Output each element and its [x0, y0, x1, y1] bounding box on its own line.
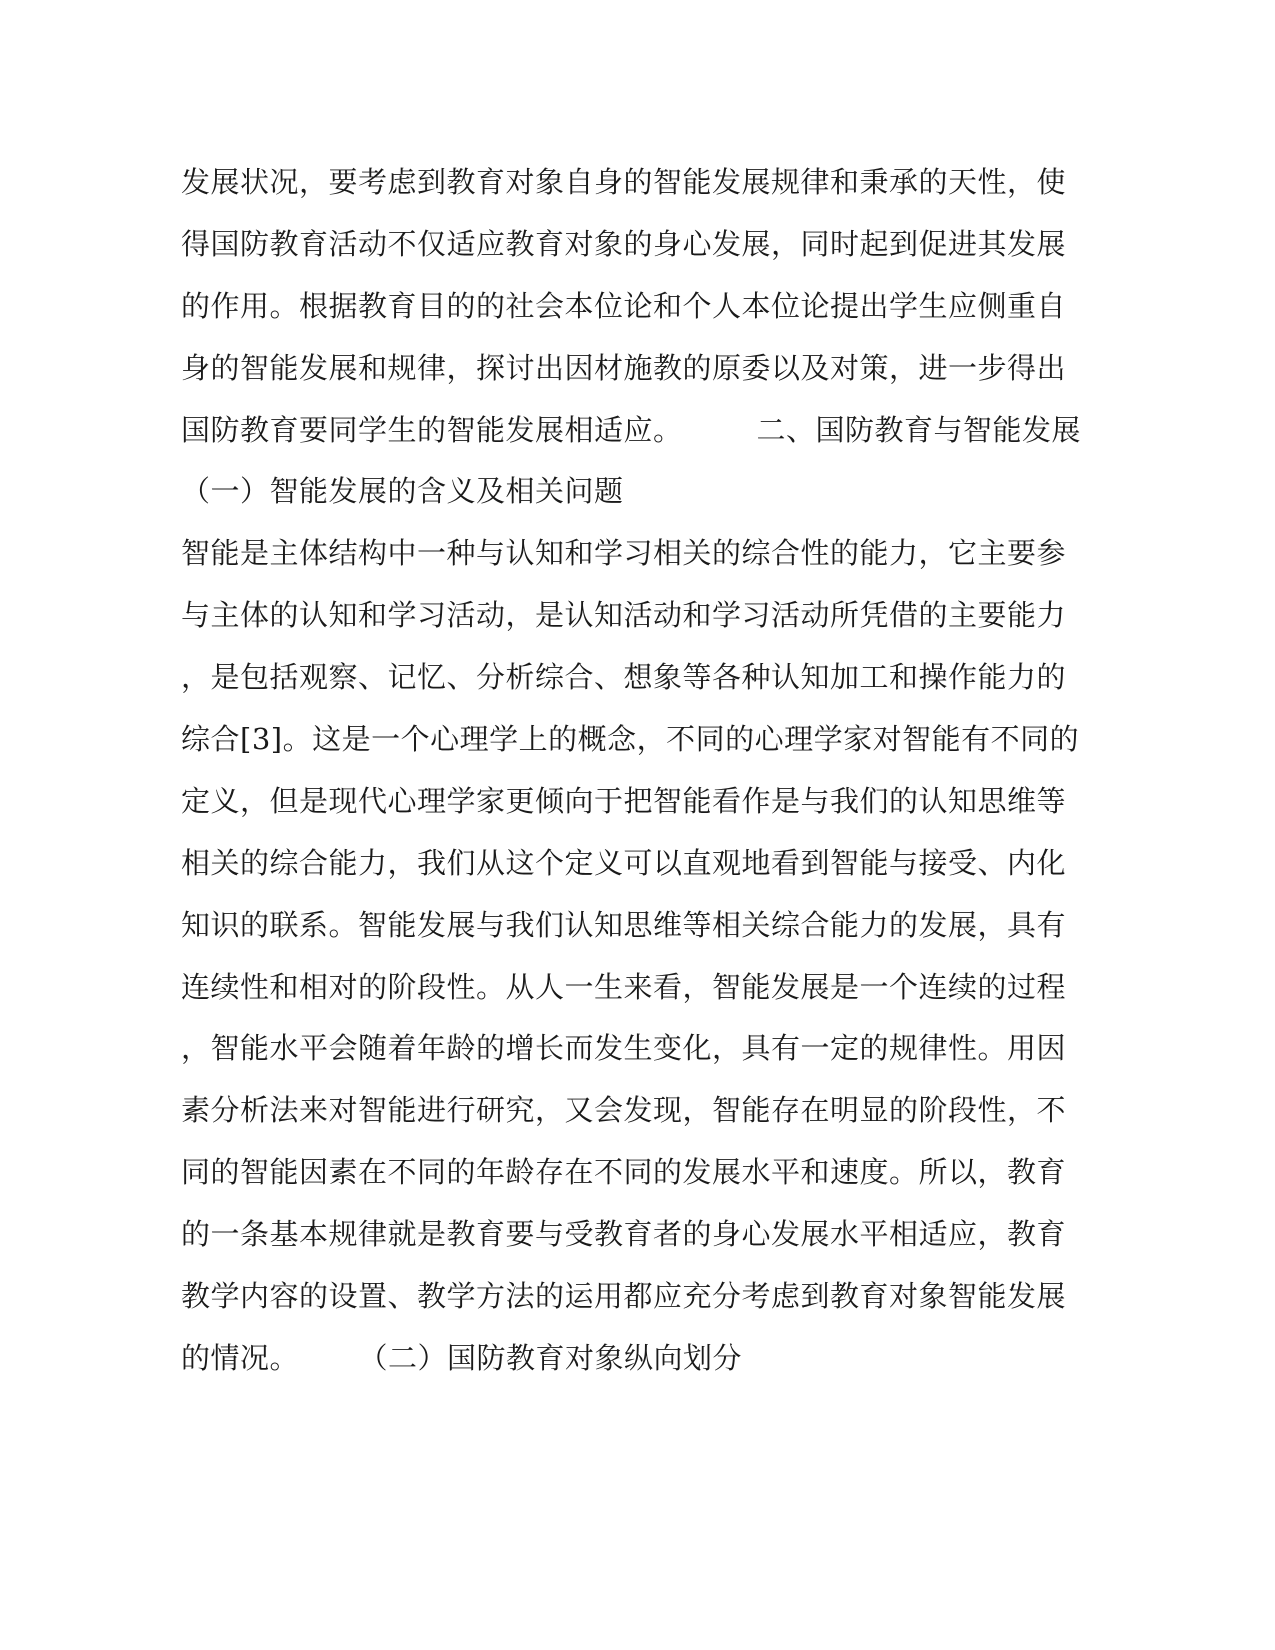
text-line: 与主体的认知和学习活动，是认知活动和学习活动所凭借的主要能力 [181, 598, 1067, 633]
text-line: 综合[3]。这是一个心理学上的概念，不同的心理学家对智能有不同的 [181, 722, 1080, 757]
text-line: 得国防教育活动不仅适应教育对象的身心发展，同时起到促进其发展 [181, 226, 1067, 261]
section-heading-line: 国防教育要同学生的智能发展相适应。 二、国防教育与智能发展 [181, 412, 1082, 447]
text-line: 定义，但是现代心理学家更倾向于把智能看作是与我们的认知思维等 [181, 783, 1067, 818]
text-line: 的作用。根据教育目的的社会本位论和个人本位论提出学生应侧重自 [181, 288, 1067, 323]
text-line: 的一条基本规律就是教育要与受教育者的身心发展水平相适应，教育 [181, 1217, 1067, 1252]
text-line: ，是包括观察、记忆、分析综合、想象等各种认知加工和操作能力的 [181, 660, 1067, 695]
text-line: 发展状况，要考虑到教育对象自身的智能发展规律和秉承的天性，使 [181, 165, 1067, 199]
text-line: 智能是主体结构中一种与认知和学习相关的综合性的能力，它主要参 [181, 536, 1067, 571]
text-line: 身的智能发展和规律，探讨出因材施教的原委以及对策，进一步得出 [181, 350, 1067, 385]
subsection-heading-line: 的情况。 （二）国防教育对象纵向划分 [181, 1340, 743, 1375]
body-text [181, 152, 1082, 1390]
text-line: 同的智能因素在不同的年龄存在不同的发展水平和速度。所以，教育 [181, 1155, 1067, 1190]
text-line: 相关的综合能力，我们从这个定义可以直观地看到智能与接受、内化 [181, 845, 1067, 880]
subsection-heading: （一）智能发展的含义及相关问题 [181, 474, 624, 509]
text-line: ，智能水平会随着年龄的增长而发生变化，具有一定的规律性。用因 [181, 1031, 1067, 1066]
text-line: 素分析法来对智能进行研究，又会发现，智能存在明显的阶段性，不 [181, 1093, 1067, 1128]
text-line: 连续性和相对的阶段性。从人一生来看，智能发展是一个连续的过程 [181, 969, 1067, 1004]
text-line: 知识的联系。智能发展与我们认知思维等相关综合能力的发展，具有 [181, 907, 1067, 942]
text-line: 教学内容的设置、教学方法的运用都应充分考虑到教育对象智能发展 [181, 1279, 1067, 1314]
